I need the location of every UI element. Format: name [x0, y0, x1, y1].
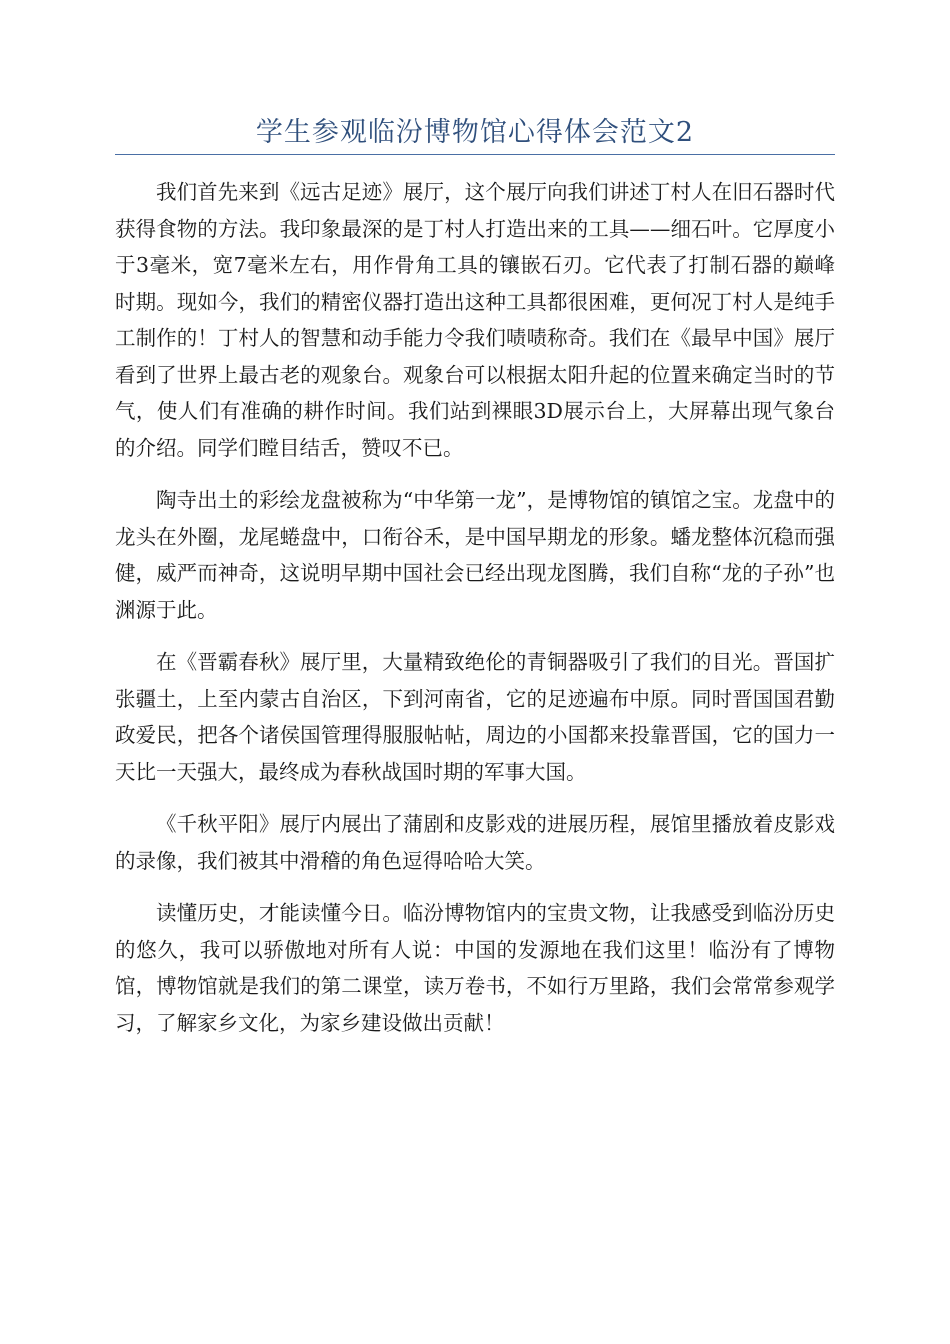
title-underline	[115, 154, 835, 155]
paragraph-1: 我们首先来到《远古足迹》展厅，这个展厅向我们讲述丁村人在旧石器时代获得食物的方法。我印象最深的是丁村人打造出来的工具——细石叶。它厚度小于3毫米，宽7毫米左右，用作骨角工具的镶嵌石刃。它代表了打制石器的巅峰时期。现如今，我们的精密仪器打造出这种工具都很困难，更何况丁村人是纯手工制作的！丁村人的智慧和动手能力令我们啧啧称奇。我们在《最早中国》展厅看到了世界上最古老的观象台。观象台可以根据太阳升起的位置来确定当时的节气，使人们有准确的耕作时间。我们站到裸眼3D展示台上，大屏幕出现气象台的介绍。同学们瞠目结舌，赞叹不已。	[115, 180, 835, 460]
paragraph-4: 《千秋平阳》展厅内展出了蒲剧和皮影戏的进展历程，展馆里播放着皮影戏的录像，我们被其中滑稽的角色逗得哈哈大笑。	[115, 812, 835, 873]
document-body	[115, 174, 835, 1057]
paragraph-2: 陶寺出土的彩绘龙盘被称为“中华第一龙”，是博物馆的镇馆之宝。龙盘中的龙头在外圈，龙尾蜷盘中，口衔谷禾，是中国早期龙的形象。蟠龙整体沉稳而强健，威严而神奇，这说明早期中国社会已经出现龙图腾，我们自称“龙的子孙”也渊源于此。	[115, 488, 835, 622]
paragraph-5: 读懂历史，才能读懂今日。临汾博物馆内的宝贵文物，让我感受到临汾历史的悠久，我可以骄傲地对所有人说：中国的发源地在我们这里！临汾有了博物馆，博物馆就是我们的第二课堂，读万卷书，不如行万里路，我们会常常参观学习，了解家乡文化，为家乡建设做出贡献！	[115, 901, 835, 1035]
paragraph-3: 在《晋霸春秋》展厅里，大量精致绝伦的青铜器吸引了我们的目光。晋国扩张疆土，上至内蒙古自治区，下到河南省，它的足迹遍布中原。同时晋国国君勤政爱民，把各个诸侯国管理得服服帖帖，周边的小国都来投靠晋国，它的国力一天比一天强大，最终成为春秋战国时期的军事大国。	[115, 650, 835, 784]
document-title: 学生参观临汾博物馆心得体会范文2	[255, 117, 695, 148]
